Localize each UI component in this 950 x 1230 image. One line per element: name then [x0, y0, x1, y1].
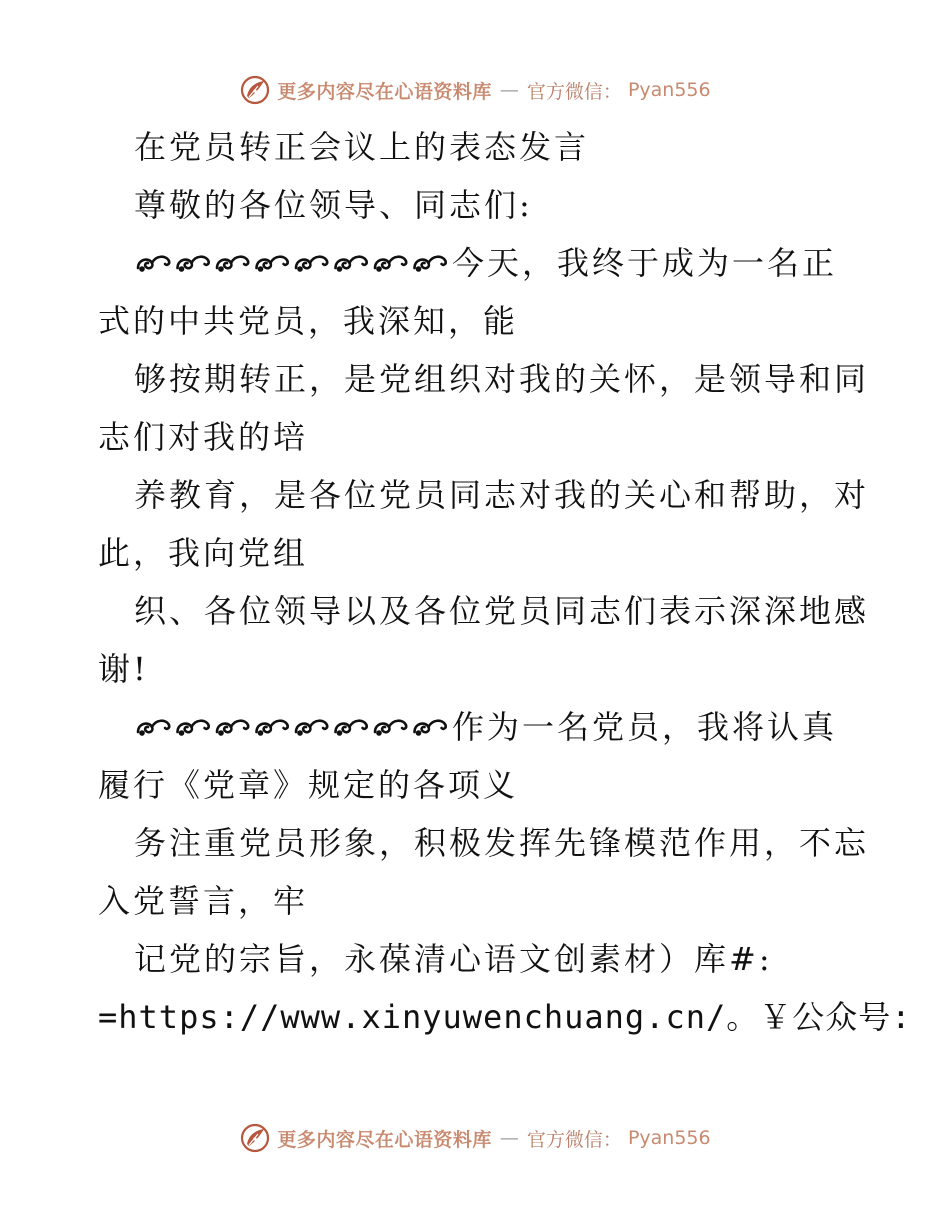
doc-line-10 [98, 640, 858, 698]
watermark-dash: — [499, 1127, 519, 1149]
swirl-ornament-icon [415, 257, 446, 272]
watermark-logo-icon [239, 1122, 271, 1154]
swirl-ornament-icon [296, 257, 327, 272]
ornament-row [134, 700, 450, 758]
doc-line-16 [98, 988, 912, 1046]
watermark-brand: 更多内容尽在心语资料库 [277, 1128, 492, 1151]
doc-line-15 [98, 930, 858, 988]
doc-title: 在党员转正会议上的表态发言 [134, 128, 590, 166]
swirl-ornament-icon [415, 721, 446, 736]
paragraph-1-start: 今天，我终于成为一名正 [452, 244, 838, 282]
ornament-row [134, 236, 450, 294]
doc-line-5 [98, 350, 870, 408]
swirl-ornament-icon [336, 257, 367, 272]
paragraph-text: 养教育，是各位党员同志对我的关心和帮助，对 [134, 476, 870, 514]
swirl-ornament-icon [257, 721, 288, 736]
watermark-logo-icon [239, 74, 271, 106]
swirl-ornament-icon [178, 721, 209, 736]
swirl-ornament-icon [217, 721, 248, 736]
doc-line-14 [98, 872, 858, 930]
doc-line-2 [98, 176, 858, 234]
swirl-ornament-icon [217, 257, 248, 272]
watermark-wechat-label: 官方微信： [526, 1128, 622, 1151]
paragraph-text: 务注重党员形象，积极发挥先锋模范作用，不忘 [134, 824, 870, 862]
footer-watermark [0, 1118, 950, 1158]
swirl-ornament-icon [375, 257, 406, 272]
swirl-ornament-icon [336, 721, 367, 736]
doc-line-7 [98, 466, 870, 524]
paragraph-text: 履行《党章》规定的各项义 [98, 766, 519, 804]
salutation: 尊敬的各位领导、同志们: [134, 186, 533, 224]
swirl-ornament-icon [178, 257, 209, 272]
watermark-dash: — [499, 79, 519, 101]
paragraph-text: 记党的宗旨，永葆清心语文创素材）库#: [134, 940, 773, 978]
paragraph-2-start: 作为一名党员，我将认真 [452, 708, 838, 746]
paragraph-text: 入党誓言，牢 [98, 882, 309, 920]
doc-line-8 [98, 524, 858, 582]
doc-line-6 [98, 408, 858, 466]
watermark-wechat-label: 官方微信： [526, 80, 622, 103]
swirl-ornament-icon [138, 257, 169, 272]
doc-line-12 [98, 756, 858, 814]
paragraph-text: 此，我向党组 [98, 534, 309, 572]
document-body [98, 118, 912, 1046]
source-url-line: =https://www.xinyuwenchuang.cn/。￥公众号: [98, 998, 912, 1036]
paragraph-text: 志们对我的培 [98, 418, 309, 456]
swirl-ornament-icon [296, 721, 327, 736]
doc-line-9 [98, 582, 870, 640]
doc-line-1 [98, 118, 858, 176]
watermark-wechat-id: Pyan556 [627, 1127, 711, 1149]
ornament-strip [134, 714, 450, 740]
swirl-ornament-icon [375, 721, 406, 736]
watermark-wechat-id: Pyan556 [627, 79, 711, 101]
swirl-ornament-icon [138, 721, 169, 736]
header-watermark [0, 70, 950, 110]
doc-line-4 [98, 292, 858, 350]
doc-line-3 [98, 234, 858, 292]
watermark-brand: 更多内容尽在心语资料库 [277, 80, 492, 103]
swirl-ornament-icon [257, 257, 288, 272]
paragraph-text: 够按期转正，是党组织对我的关怀，是领导和同 [134, 360, 870, 398]
ornament-strip [134, 250, 450, 276]
paragraph-text: 式的中共党员，我深知，能 [98, 302, 519, 340]
doc-line-11 [98, 698, 858, 756]
paragraph-text: 织、各位领导以及各位党员同志们表示深深地感 [134, 592, 870, 630]
paragraph-text: 谢! [98, 650, 149, 688]
doc-line-13 [98, 814, 870, 872]
